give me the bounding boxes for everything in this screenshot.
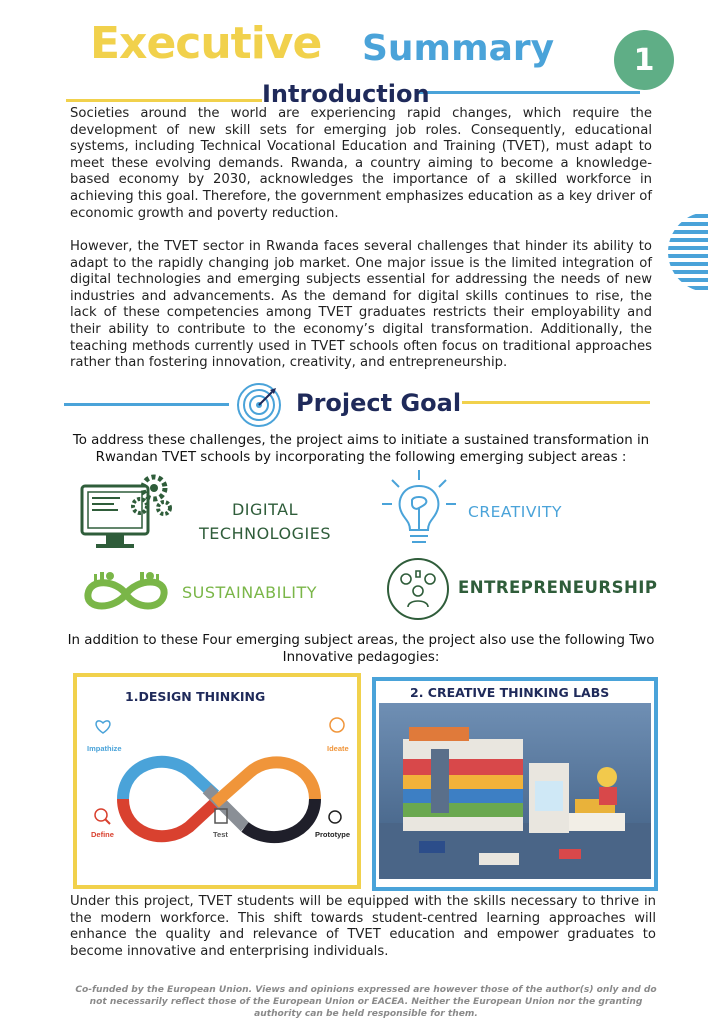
title-executive: Executive (90, 18, 322, 69)
design-thinking-box (73, 673, 361, 889)
introduction-paragraph-1: Societies around the world are experiencing rapid changes, which require the development of new skill sets for emerging job roles. Consequently, educational systems, including Technical Vocational Education and Training (TVET), must adapt to meet these evolving demands. Rwanda, a country aiming to become a knowledge-based economy by 2030, acknowledges the importance of a skilled workforce in achieving this goal. Therefore, the government emphasizes education as a key driver of economic growth and poverty reduction. (70, 106, 652, 221)
subject-creativity: CREATIVITY (468, 503, 562, 521)
empathize-icon (96, 721, 110, 733)
subject-digital-technologies (180, 498, 350, 546)
divider-yellow (462, 401, 650, 404)
project-goal-text: To address these challenges, the project aims to initiate a sustained transformation in Rwandan TVET schools by incorporating the following emerging subject areas : (72, 433, 650, 465)
computer-gears-icon (80, 472, 176, 556)
define-icon (95, 809, 110, 824)
green-infinity-icon (80, 568, 172, 616)
divider-yellow (66, 99, 262, 102)
lightbulb-brain-icon (380, 468, 458, 552)
divider-blue (64, 403, 229, 406)
creative-thinking-labs-title: 2. CREATIVE THINKING LABS (410, 685, 610, 700)
stage-test: Test (213, 830, 228, 839)
title-summary: Summary (362, 28, 555, 69)
pedagogies-intro: In addition to these Four emerging subject areas, the project also use the following Two Innovative pedagogies: (67, 633, 655, 665)
page-number-badge: 1 (614, 30, 674, 90)
introduction-heading: Introduction (262, 80, 430, 108)
person-ideas-icon (386, 557, 450, 621)
stage-prototype: Prototype (315, 830, 351, 839)
divider-blue (418, 91, 640, 94)
subject-digital-line2: TECHNOLOGIES (199, 524, 331, 543)
introduction-paragraph-2: However, the TVET sector in Rwanda faces several challenges that hinder its ability to adapt to the rapidly changing job market. One major issue is the limited integration of digital technologies and emerging subjects essential for addressing the needs of new industries and advancements. As the demand for digital skills continues to rise, the lack of these competencies among TVET graduates restricts their employability and their ability to contribute to the economy’s digital transformation. Additionally, the teaching methods currently used in TVET schools often focus on traditional approaches rather than fostering innovation, creativity, and entrepreneurship. (70, 239, 652, 371)
ideate-icon (330, 718, 344, 732)
target-icon (236, 382, 282, 428)
stage-empathize: Impathize (87, 744, 122, 753)
subject-digital-line1: DIGITAL (231, 500, 299, 519)
project-goal-heading: Project Goal (296, 389, 462, 417)
subject-sustainability: SUSTAINABILITY (182, 583, 318, 602)
eu-disclaimer: Co-funded by the European Union. Views and opinions expressed are however those of the author(s) only and do not necessarily reflect those of the European Union or EACEA. Neither the European Union nor the granting authority can be held responsible for them. (75, 985, 657, 1019)
design-thinking-title: 1.DESIGN THINKING (125, 689, 266, 704)
subject-entrepreneurship: ENTREPRENEURSHIP (458, 578, 658, 597)
stage-ideate: Ideate (327, 744, 349, 753)
creative-thinking-labs-box (372, 677, 658, 891)
design-thinking-infinity-diagram (83, 707, 355, 885)
prototype-icon (329, 811, 341, 823)
lego-photo (379, 703, 651, 879)
stage-define: Define (91, 830, 114, 839)
striped-circle-decoration (668, 212, 708, 292)
closing-paragraph: Under this project, TVET students will be equipped with the skills necessary to thrive in the modern workforce. This shift towards student-centred learning approaches will enhance the quality and relevance of TVET education and empower graduates to become innovative and enterprising individuals. (70, 894, 656, 959)
